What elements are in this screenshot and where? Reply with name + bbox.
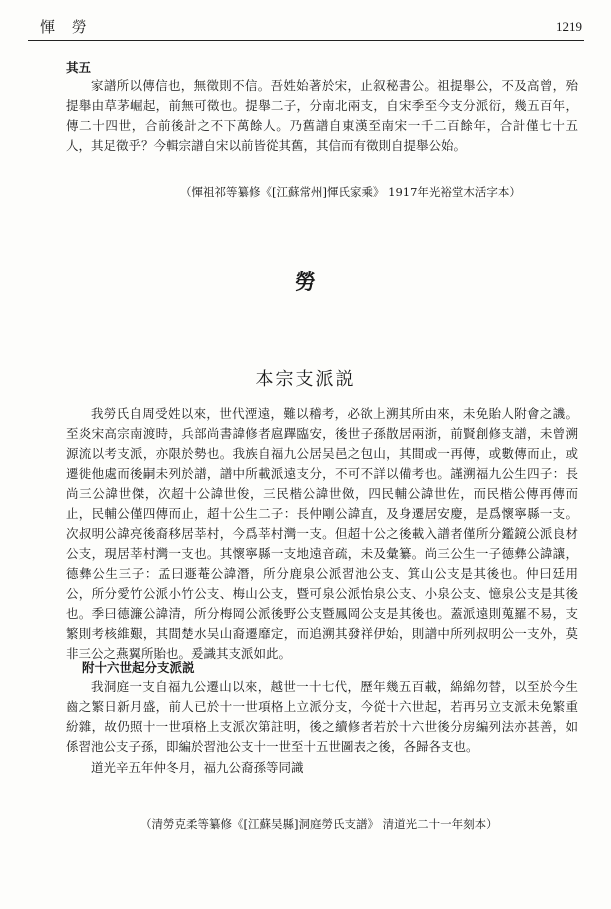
page-number: 1219 (556, 19, 582, 34)
section-heading: 其五 (66, 60, 92, 75)
running-header (28, 14, 584, 41)
source-citation: （惲祖祁等纂修《[江蘇常州]惲氏家乘》 1917年光裕堂木活字本） (180, 185, 521, 199)
running-title: 惲 勞 (40, 18, 93, 36)
surname-heading: 勞 (295, 269, 316, 294)
article-title: 本宗支派説 (255, 369, 356, 390)
section-body: 家譜所以傳信也，無徵則不信。吾姓始著於宋，止叙秘書公。祖提舉公，不及高曾，殆提舉由草茅崛起，前無可徵也。提舉二子，分南北兩支，自宋季至今支分派衍，幾五百年，傳二十四世，合前後計之不下萬餘人。乃舊譜自東漢至南宋一千二百餘年，合計僅七十五人，其足徵乎？今輯宗譜自宋以前皆從其舊，其信而有徵則自提舉公始。 (66, 78, 578, 153)
main-paragraph: 我勞氏自周受姓以來，世代湮遠，難以稽考，必欲上溯其所由來，未免貽人附會之譏。至炎宋高宗南渡時，兵部尚書諱修者扈蹕臨安，後世子孫散居兩浙，前賢創修支譜，未曾溯源流以考支派，亦限於勢也。我族自福九公居吴邑之包山，其間或一再傳，或數傳而止，或遷徙他處而後嗣未列於譜，譜中所載派遠支分，不可不詳以備考也。謹溯福九公生四子：長尚三公諱世傑，次超十公諱世俊，三民楷公諱世傚，四民輔公諱世佐，而民楷公傳再傳而止，民輔公僅四傳而止，超十公生二子：長仲剛公諱直，及身遷居安慶，是爲懷寧縣一支。次叔明公諱亮後裔移居莘村，今爲莘村灣一支。但超十公之後載入譜者僅所分鑑鏡公派良材公支，現居莘村灣一支也。其懷寧縣一支地遠音疏，未及彙纂。尚三公生一子德彝公諱讓，德彝公生三子：孟曰遯菴公諱潛，所分鹿泉公派習池公支、箕山公支是其後也。仲曰廷用公，所分愛竹公派小竹公支、梅山公支，暨可泉公派怡泉公支、小泉公支、憶泉公支是其後也。季曰德濂公諱清，所分梅岡公派後野公支暨鳳岡公支是其後也。蓋派遠則蒐羅不易，支繁則考核維艱，其間楚水吴山裔遷靡定，而追溯其發祥伊始，則譜中所列叔明公一支外，莫非三公之燕翼所貽也。爰識其支派如此。 (66, 406, 578, 661)
appendix-body: 我洞庭一支自福九公遷山以來，越世一十七代，歷年幾五百載，綿綿勿替，以至於今生齒之繁日新月盛，前人已於十一世項格上立派分支，今從十六世起，若再另立支派未免繁重紛雜，故仍照十一世項格上支派次第註明，後之續修者若於十六世後分房編列法亦甚善，如係習池公支子孫，即編於習池公支十一世至十五世圖表之後，各歸各支也。 (66, 679, 578, 754)
signature-line: 道光辛五年仲冬月，福九公裔孫等同識 (91, 760, 304, 775)
appendix-heading: 附十六世起分支派説 (82, 660, 195, 675)
source-citation-2: （清勞克柔等纂修《[江蘇吴縣]洞庭勞氏支譜》 清道光二十一年刻本） (140, 817, 498, 831)
